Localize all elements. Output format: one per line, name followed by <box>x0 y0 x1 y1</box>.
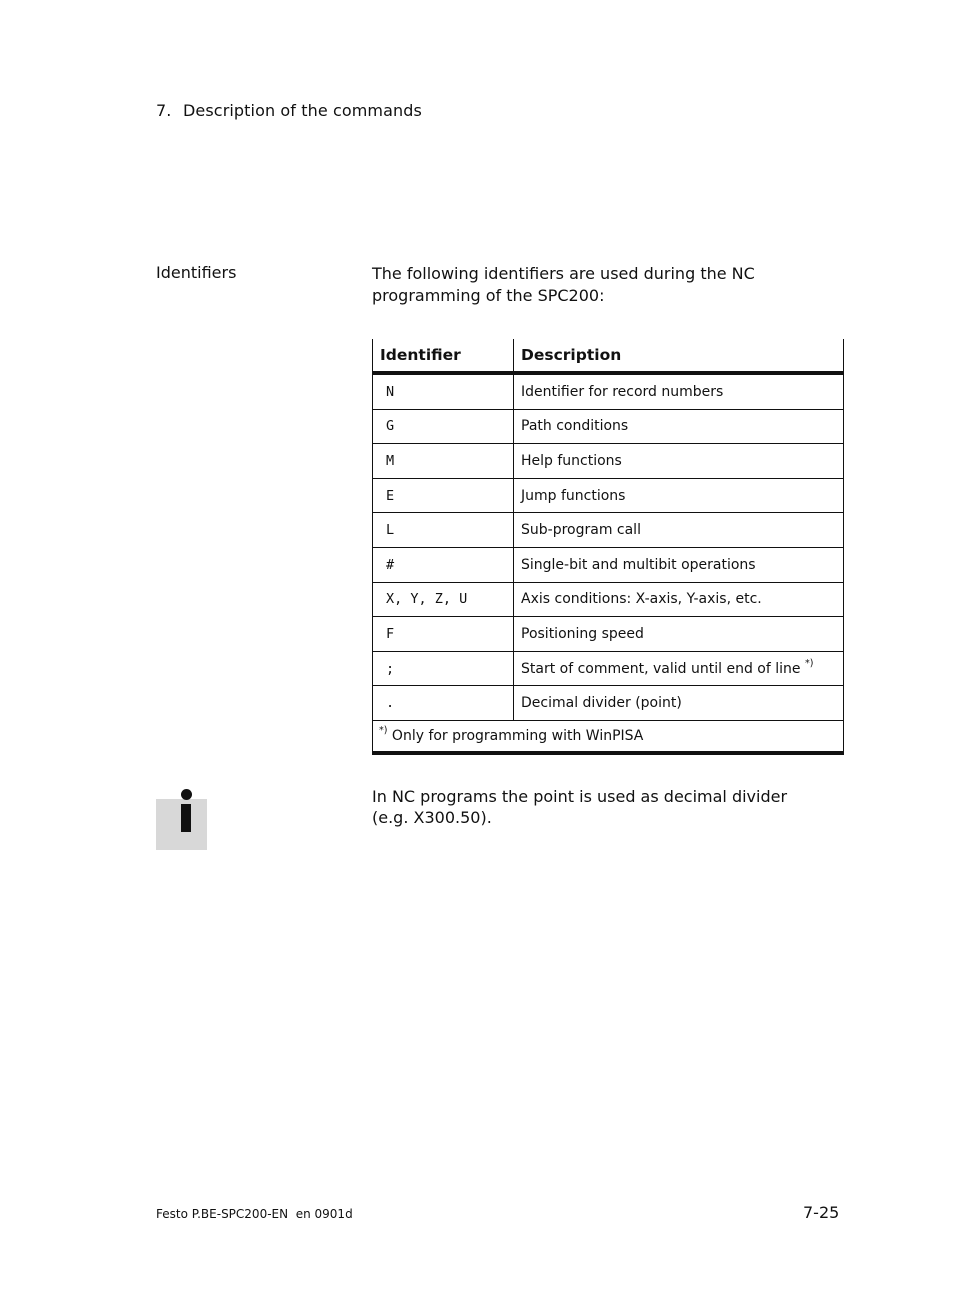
identifier-cell: . <box>373 686 514 721</box>
chapter-number: 7. <box>156 101 172 120</box>
description-cell: Help functions <box>514 444 844 479</box>
identifier-cell: N <box>373 373 514 409</box>
table-row <box>373 582 844 617</box>
table-header-row <box>373 339 844 373</box>
footer-document-id: Festo P.BE-SPC200-EN en 0901d <box>156 1207 353 1221</box>
table-row <box>373 513 844 548</box>
table-row <box>373 373 844 409</box>
info-icon-dot <box>181 789 192 800</box>
table-row <box>373 409 844 444</box>
description-cell: Axis conditions: X-axis, Y-axis, etc. <box>514 582 844 617</box>
identifier-cell: E <box>373 478 514 513</box>
identifier-table <box>372 339 844 755</box>
description-cell: Jump functions <box>514 478 844 513</box>
identifier-cell: # <box>373 547 514 582</box>
note-line-2: (e.g. X300.50). <box>372 808 492 827</box>
table-row <box>373 651 844 686</box>
info-note <box>372 786 832 828</box>
identifier-cell: G <box>373 409 514 444</box>
footnote-reference: *) <box>804 657 814 669</box>
identifier-cell: F <box>373 617 514 652</box>
table-row <box>373 617 844 652</box>
description-cell: Single-bit and multibit operations <box>514 547 844 582</box>
table-footnote <box>373 720 844 753</box>
footer-page-number: 7-25 <box>803 1203 840 1222</box>
footnote-text: Only for programming with WinPISA <box>391 727 644 744</box>
description-cell: Identifier for record numbers <box>514 373 844 409</box>
table-row <box>373 547 844 582</box>
identifier-cell: X, Y, Z, U <box>373 582 514 617</box>
table-footnote-row <box>373 720 844 753</box>
description-cell: Sub-program call <box>514 513 844 548</box>
identifier-cell: L <box>373 513 514 548</box>
column-header-description: Description <box>514 339 844 373</box>
identifier-cell: ; <box>373 651 514 686</box>
table-row <box>373 478 844 513</box>
description-cell: Path conditions <box>514 409 844 444</box>
section-label: Identifiers <box>156 263 237 282</box>
column-header-identifier: Identifier <box>373 339 514 373</box>
table-row <box>373 686 844 721</box>
info-icon-stem <box>181 804 191 832</box>
description-cell: Decimal divider (point) <box>514 686 844 721</box>
description-cell: Positioning speed <box>514 617 844 652</box>
description-cell <box>514 651 844 686</box>
footnote-mark: *) <box>379 725 388 737</box>
description-text: Start of comment, valid until end of line <box>521 660 801 677</box>
chapter-title: Description of the commands <box>183 101 422 120</box>
identifier-cell: M <box>373 444 514 479</box>
table-row <box>373 444 844 479</box>
chapter-heading <box>156 101 422 120</box>
note-line-1: In NC programs the point is used as decimal divider <box>372 787 788 806</box>
section-intro: The following identifiers are used during the NC programming of the SPC200: <box>372 264 755 305</box>
